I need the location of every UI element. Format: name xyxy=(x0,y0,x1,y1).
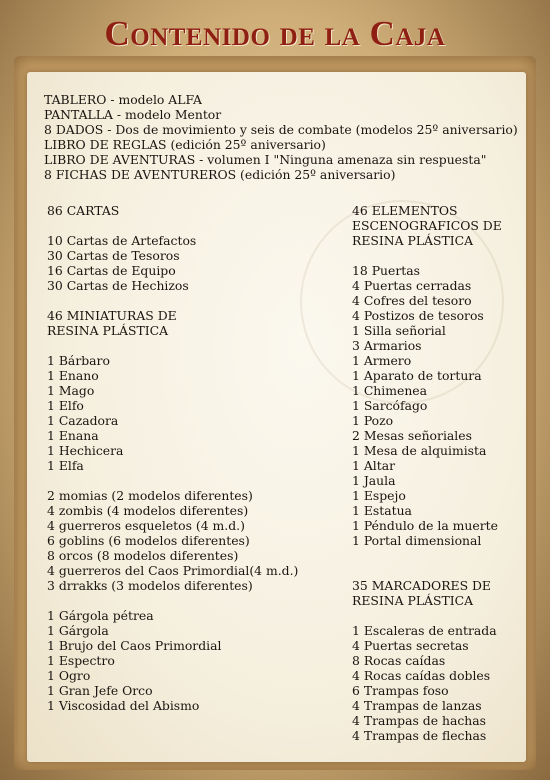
list-item: 1 Mago xyxy=(47,383,95,398)
list-item: 4 Trampas de flechas xyxy=(352,728,487,743)
list-item: 1 Sarcófago xyxy=(352,398,428,413)
list-item: 1 Espectro xyxy=(47,653,115,668)
markers-heading: RESINA PLÁSTICA xyxy=(352,593,474,608)
content-line: LIBRO DE AVENTURAS - volumen I "Ninguna amenaza sin respuesta" xyxy=(44,152,487,167)
list-item: 30 Cartas de Tesoros xyxy=(47,248,180,263)
list-item: 1 Hechicera xyxy=(47,443,124,458)
list-item: 1 Gárgola xyxy=(47,623,109,638)
scenery-heading: 46 ELEMENTOS xyxy=(352,203,458,218)
list-item: 1 Gárgola pétrea xyxy=(47,608,154,623)
list-item: 1 Armero xyxy=(352,353,412,368)
list-item: 1 Ogro xyxy=(47,668,91,683)
list-item: 3 Armarios xyxy=(352,338,422,353)
list-item: 4 Puertas secretas xyxy=(352,638,469,653)
list-item: 4 guerreros esqueletos (4 m.d.) xyxy=(47,518,245,533)
cards-heading: 86 CARTAS xyxy=(47,203,120,218)
list-item: 1 Escaleras de entrada xyxy=(352,623,497,638)
list-item: 1 Cazadora xyxy=(47,413,119,428)
list-item: 4 guerreros del Caos Primordial(4 m.d.) xyxy=(47,563,299,578)
list-item: 8 orcos (8 modelos diferentes) xyxy=(47,548,239,563)
list-item: 4 Puertas cerradas xyxy=(352,278,472,293)
list-item: 16 Cartas de Equipo xyxy=(47,263,176,278)
content-line: TABLERO - modelo ALFA xyxy=(44,92,202,107)
list-item: 4 Cofres del tesoro xyxy=(352,293,472,308)
list-item: 1 Gran Jefe Orco xyxy=(47,683,153,698)
miniatures-heading: 46 MINIATURAS DE xyxy=(47,308,177,323)
page-title: Contenido de la Caja xyxy=(104,14,446,53)
list-item: 4 Rocas caídas dobles xyxy=(352,668,491,683)
list-item: 1 Bárbaro xyxy=(47,353,110,368)
list-item: 1 Estatua xyxy=(352,503,412,518)
list-item: 8 Rocas caídas xyxy=(352,653,446,668)
list-item: 4 Postizos de tesoros xyxy=(352,308,484,323)
markers-heading: 35 MARCADORES DE xyxy=(352,578,491,593)
list-item: 1 Espejo xyxy=(352,488,406,503)
list-item: 30 Cartas de Hechizos xyxy=(47,278,189,293)
content-line: 8 FICHAS DE AVENTUREROS (edición 25º aniversario) xyxy=(44,167,396,182)
list-item: 4 Trampas de hachas xyxy=(352,713,486,728)
scenery-heading: ESCENOGRAFICOS DE xyxy=(352,218,502,233)
list-item: 1 Brujo del Caos Primordial xyxy=(47,638,222,653)
list-item: 10 Cartas de Artefactos xyxy=(47,233,197,248)
list-item: 1 Enano xyxy=(47,368,99,383)
list-item: 1 Viscosidad del Abismo xyxy=(47,698,200,713)
list-item: 1 Pozo xyxy=(352,413,394,428)
right-column xyxy=(352,203,502,743)
list-item: 1 Mesa de alquimista xyxy=(352,443,487,458)
list-item: 2 Mesas señoriales xyxy=(352,428,472,443)
list-item: 18 Puertas xyxy=(352,263,421,278)
list-item: 1 Portal dimensional xyxy=(352,533,482,548)
list-item: 1 Silla señorial xyxy=(352,323,446,338)
list-item: 1 Jaula xyxy=(352,473,396,488)
list-item: 1 Aparato de tortura xyxy=(352,368,482,383)
list-item: 1 Péndulo de la muerte xyxy=(352,518,498,533)
list-item: 1 Chimenea xyxy=(352,383,428,398)
list-item: 4 zombis (4 modelos diferentes) xyxy=(47,503,249,518)
list-item: 1 Elfo xyxy=(47,398,84,413)
list-item: 1 Elfa xyxy=(47,458,84,473)
list-item: 1 Enana xyxy=(47,428,99,443)
list-item: 6 Trampas foso xyxy=(352,683,449,698)
list-item: 3 drrakks (3 modelos diferentes) xyxy=(47,578,253,593)
scenery-heading: RESINA PLÁSTICA xyxy=(352,233,474,248)
list-item: 1 Altar xyxy=(352,458,396,473)
list-item: 2 momias (2 modelos diferentes) xyxy=(47,488,253,503)
miniatures-heading: RESINA PLÁSTICA xyxy=(47,323,169,338)
content-line: PANTALLA - modelo Mentor xyxy=(44,107,222,122)
box-main-contents xyxy=(44,92,518,182)
content-line: LIBRO DE REGLAS (edición 25º aniversario) xyxy=(44,137,326,152)
left-column xyxy=(47,203,298,713)
content-line: 8 DADOS - Dos de movimiento y seis de combate (modelos 25º aniversario) xyxy=(44,122,518,137)
list-item: 6 goblins (6 modelos diferentes) xyxy=(47,533,250,548)
list-item: 4 Trampas de lanzas xyxy=(352,698,482,713)
